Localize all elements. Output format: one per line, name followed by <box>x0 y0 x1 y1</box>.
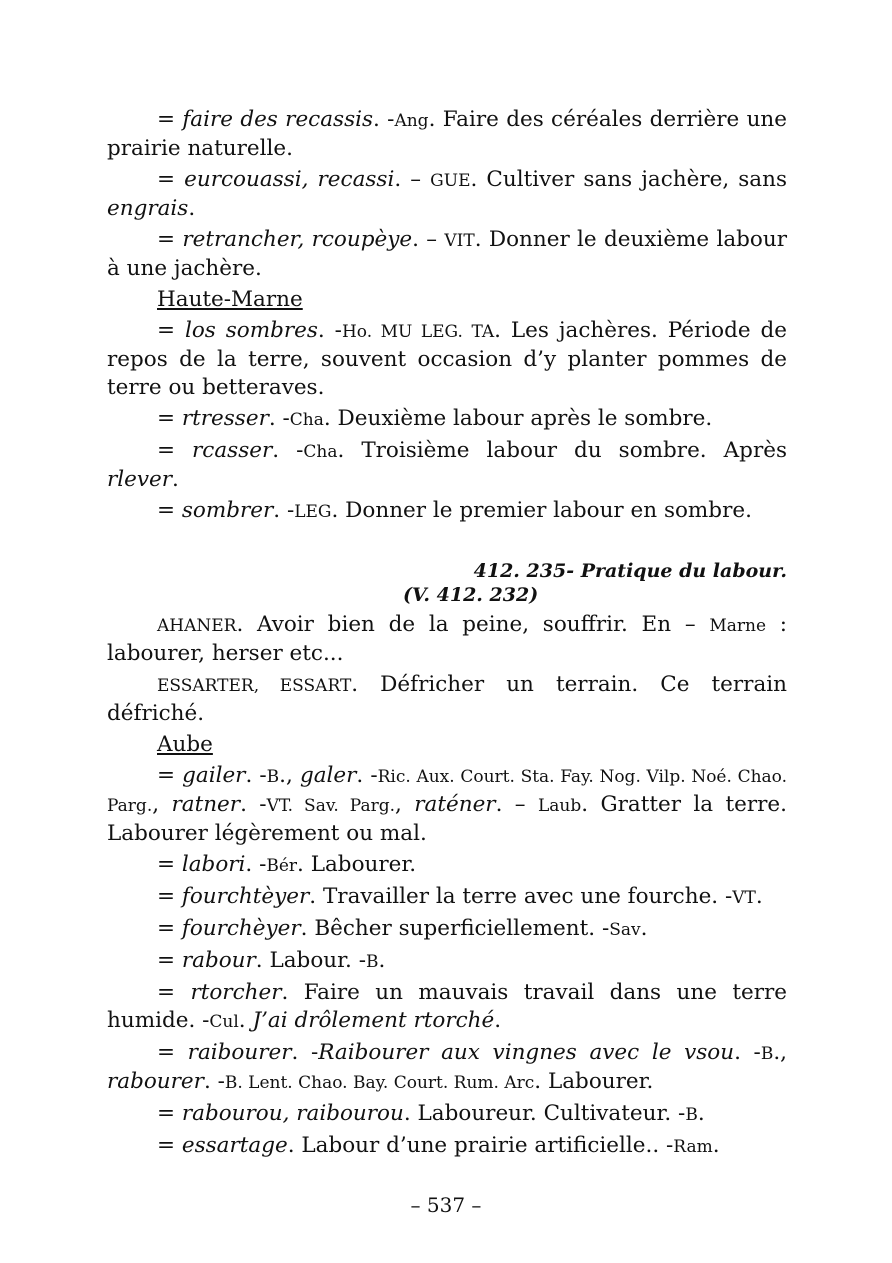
entry-text: . Faire des céréales derrière une prairie naturelle. <box>107 107 787 161</box>
entry-fourcheyer <box>107 915 787 944</box>
entry-text: . Bêcher superficiellement. - <box>300 916 610 941</box>
headword: rlever <box>107 467 173 492</box>
locality-abbrev: Cha <box>289 410 324 430</box>
entry-text: . - <box>356 763 378 788</box>
entry-text: . Donner le premier labour en sombre. <box>331 498 752 523</box>
entry-text: . - <box>203 1069 225 1094</box>
entry-text: ., <box>279 763 300 788</box>
locality-abbrev: Ric. Aux. Court. Sta. Fay. Nog. Vilp. Noé. Chao. Parg. <box>107 767 787 816</box>
entry-text: . <box>712 1133 720 1158</box>
entry-essartage <box>107 1132 787 1161</box>
entry-text: = <box>157 318 185 343</box>
entry-faire-des-recassis <box>107 106 787 163</box>
entry-rtresser <box>107 405 787 434</box>
section-reference: (V. 412. 232) <box>403 584 539 606</box>
locality-abbrev: VT <box>732 888 756 908</box>
entry-retrancher <box>107 226 787 283</box>
headword: raténer <box>414 792 496 817</box>
entry-text: = <box>157 980 191 1005</box>
headword: essartage <box>181 1133 288 1158</box>
entry-rtorcher <box>107 979 787 1036</box>
page-content <box>107 106 787 1164</box>
entry-text: . – <box>394 167 431 192</box>
locality-abbrev: GUE <box>430 171 471 191</box>
entry-rabourou <box>107 1100 787 1129</box>
entry-text: . Faire un mauvais travail dans une terre humide. - <box>107 980 787 1033</box>
entry-text: . Labour d’une prairie artificielle.. - <box>287 1133 674 1158</box>
entry-text: . Laboureur. Cultivateur. - <box>403 1101 686 1126</box>
entry-text: = <box>157 227 183 252</box>
entry-text: . Troisième labour du sombre. Après <box>337 438 787 463</box>
headword: rabourer <box>107 1069 204 1094</box>
entry-text: . - <box>268 406 290 431</box>
headword: rcasser <box>192 438 273 463</box>
locality-abbrev: Ho. MU LEG. TA <box>341 322 495 342</box>
entry-text: . <box>172 467 179 492</box>
locality-abbrev: B <box>365 952 379 972</box>
entry-los-sombres <box>107 317 787 402</box>
headword: fourchèyer <box>181 916 301 941</box>
entry-text: . - <box>272 438 304 463</box>
locality-abbrev: Bér <box>266 856 298 876</box>
headword: ratner <box>171 792 241 817</box>
entry-text: . Labour. - <box>255 948 366 973</box>
section-title: 412. 235- Pratique du labour. <box>473 560 787 582</box>
entry-ahaner <box>107 611 787 668</box>
entry-text: . - <box>240 792 267 817</box>
entry-text: . Deuxième labour après le sombre. <box>323 406 713 431</box>
section-gap <box>107 529 787 559</box>
entry-text: . Gratter la terre. Labourer légèrement ou mal. <box>107 792 787 846</box>
entry-text: . <box>697 1101 705 1126</box>
entry-text: : labourer, herser etc... <box>107 612 787 666</box>
region-heading-aube: Aube <box>157 732 213 757</box>
entry-labori <box>107 851 787 880</box>
entry-text: ., <box>773 1040 787 1065</box>
locality-abbrev: ESSARTER, ESSART <box>157 676 352 696</box>
locality-abbrev: B. Lent. Chao. Bay. Court. Rum. Arc <box>224 1073 535 1093</box>
entry-text: = <box>157 916 182 941</box>
locality-abbrev: Laub <box>537 796 582 816</box>
headword: labori <box>181 852 246 877</box>
entry-text: = <box>157 167 185 192</box>
locality-abbrev: Marne <box>709 616 767 636</box>
entry-text: . - <box>273 498 295 523</box>
entry-text: . Les jachères. Période de repos de la terre, souvent occasion d’y planter pommes de terre ou betteraves. <box>107 318 788 400</box>
headword: raibourer <box>187 1040 292 1065</box>
entry-text: . Avoir bien de la peine, souffrir. En – <box>236 612 710 637</box>
headword: rtresser <box>181 406 269 431</box>
locality-abbrev: Ang <box>394 111 429 131</box>
entry-text: = <box>157 852 182 877</box>
entry-text: . - <box>734 1040 761 1065</box>
entry-raibourer <box>107 1039 787 1097</box>
locality-abbrev: Cul <box>209 1012 239 1032</box>
locality-abbrev: B <box>266 767 280 787</box>
entry-text: = <box>157 406 182 431</box>
entry-text: . Donner le deuxième labour à une jachère. <box>107 227 787 281</box>
entry-text: . – <box>412 227 445 252</box>
entry-text: = <box>157 1040 188 1065</box>
entry-text: . <box>755 884 763 909</box>
entry-text: . Labourer. <box>534 1069 654 1094</box>
entry-text: = <box>157 884 182 909</box>
entry-text: . - <box>245 852 267 877</box>
entry-text: . <box>238 1008 253 1033</box>
locality-abbrev: VT. Sav. Parg. <box>266 796 396 816</box>
entry-text: = <box>157 948 182 973</box>
entry-text: . <box>640 916 648 941</box>
headword: fourchtèyer <box>181 884 310 909</box>
entry-text: . - <box>245 763 267 788</box>
headword: J’ai drôlement rtorché <box>252 1008 495 1033</box>
entry-text: = <box>157 438 193 463</box>
entry-rcasser <box>107 437 787 494</box>
entry-text: = <box>157 1133 182 1158</box>
entry-text: . - <box>317 318 342 343</box>
entry-text: = <box>157 1101 182 1126</box>
locality-abbrev: VIT <box>444 231 475 251</box>
locality-abbrev: Cha <box>303 442 338 462</box>
entry-rabour <box>107 947 787 976</box>
headword: Raibourer aux vingnes avec le vsou <box>318 1040 735 1065</box>
entry-text: . Labourer. <box>297 852 417 877</box>
entry-text: , <box>395 792 415 817</box>
entry-text: . - <box>373 107 395 132</box>
entry-text: . <box>188 196 196 221</box>
headword: los sombres <box>184 318 318 343</box>
headword: retrancher, rcoupèye <box>182 227 413 252</box>
entry-text: = <box>157 763 183 788</box>
entry-text: . Défricher un terrain. Ce terrain défriché. <box>107 672 787 726</box>
headword: rtorcher <box>190 980 282 1005</box>
entry-text: . Travailler la terre avec une fourche. - <box>309 884 733 909</box>
entry-fourchteyer <box>107 883 787 912</box>
locality-abbrev: B <box>685 1105 698 1125</box>
headword: engrais <box>107 196 189 221</box>
locality-abbrev: Ram <box>673 1137 713 1157</box>
page-number: – 537 – <box>410 1193 482 1217</box>
entry-gailer <box>107 762 787 848</box>
headword: gailer <box>182 763 246 788</box>
headword: sombrer <box>181 498 274 523</box>
region-heading-haute-marne: Haute-Marne <box>157 287 303 312</box>
entry-text: = <box>157 107 183 132</box>
entry-sombrer <box>107 497 787 526</box>
entry-text: . Cultiver sans jachère, sans <box>470 167 787 192</box>
headword: rabour <box>181 948 256 973</box>
locality-abbrev: AHANER <box>157 616 237 636</box>
entry-text: . <box>378 948 386 973</box>
entry-text: = <box>157 498 182 523</box>
locality-abbrev: Sav <box>609 920 641 940</box>
entry-text: . <box>494 1008 502 1033</box>
locality-abbrev: B <box>760 1044 774 1064</box>
headword: eurcouassi, recassi <box>184 167 395 192</box>
entry-eurcouassi <box>107 166 787 223</box>
entry-text: . - <box>291 1040 319 1065</box>
entry-text: . – <box>495 792 538 817</box>
entry-text: , <box>152 792 172 817</box>
entry-essarter <box>107 671 787 728</box>
headword: faire des recassis <box>182 107 374 132</box>
headword: galer <box>299 763 357 788</box>
locality-abbrev: LEG <box>294 502 332 522</box>
headword: rabourou, raibourou <box>181 1101 404 1126</box>
